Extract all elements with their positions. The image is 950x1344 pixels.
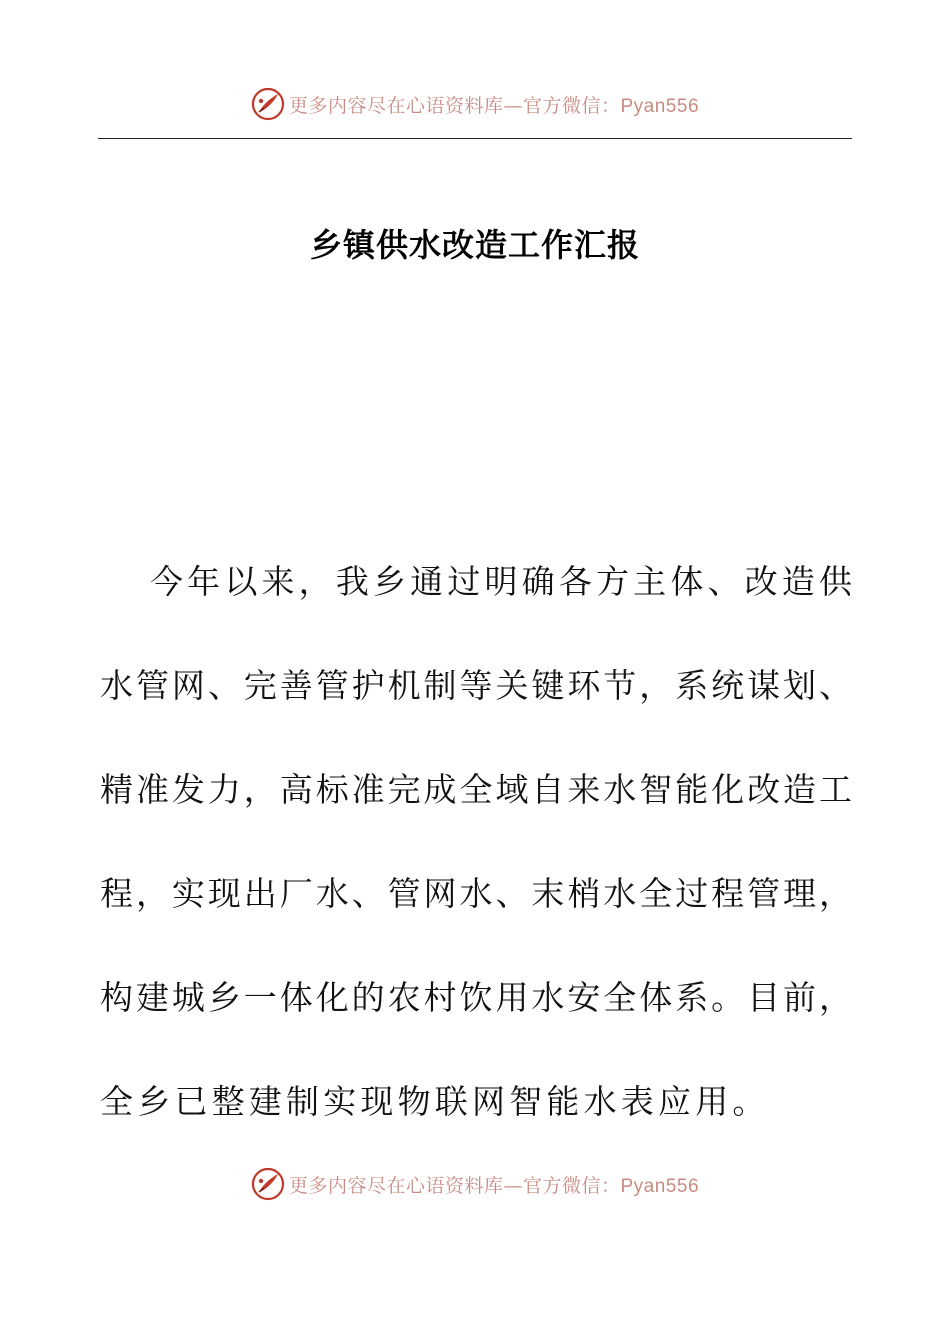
document-title: 乡镇供水改造工作汇报 [309, 226, 640, 264]
footer-banner-text [289, 1171, 699, 1198]
paragraph-line-1: 今年以来，我乡通过明确各方主体、改造供 [150, 562, 852, 601]
quill-logo-icon [251, 87, 285, 121]
header-banner-text [289, 91, 699, 118]
paragraph-line-5: 构建城乡一体化的农村饮用水安全体系。目前， [100, 978, 852, 1017]
paragraph-line-6: 全乡已整建制实现物联网智能水表应用。 [100, 1082, 770, 1121]
footer-banner [0, 1164, 950, 1204]
paragraph-line-4: 程，实现出厂水、管网水、末梢水全过程管理， [100, 874, 852, 913]
footer-wechat-id: Pyan556 [620, 1175, 700, 1197]
header-wechat-id: Pyan556 [620, 95, 700, 117]
header-banner [0, 84, 950, 124]
header-banner-message: 更多内容尽在心语资料库—官方微信： [288, 94, 621, 117]
paragraph-line-2: 水管网、完善管护机制等关键环节，系统谋划、 [100, 666, 852, 705]
footer-banner-message: 更多内容尽在心语资料库—官方微信： [288, 1174, 621, 1197]
paragraph-line-3: 精准发力，高标准完成全域自来水智能化改造工 [100, 770, 852, 809]
header-divider [98, 138, 852, 139]
quill-logo-icon [251, 1167, 285, 1201]
